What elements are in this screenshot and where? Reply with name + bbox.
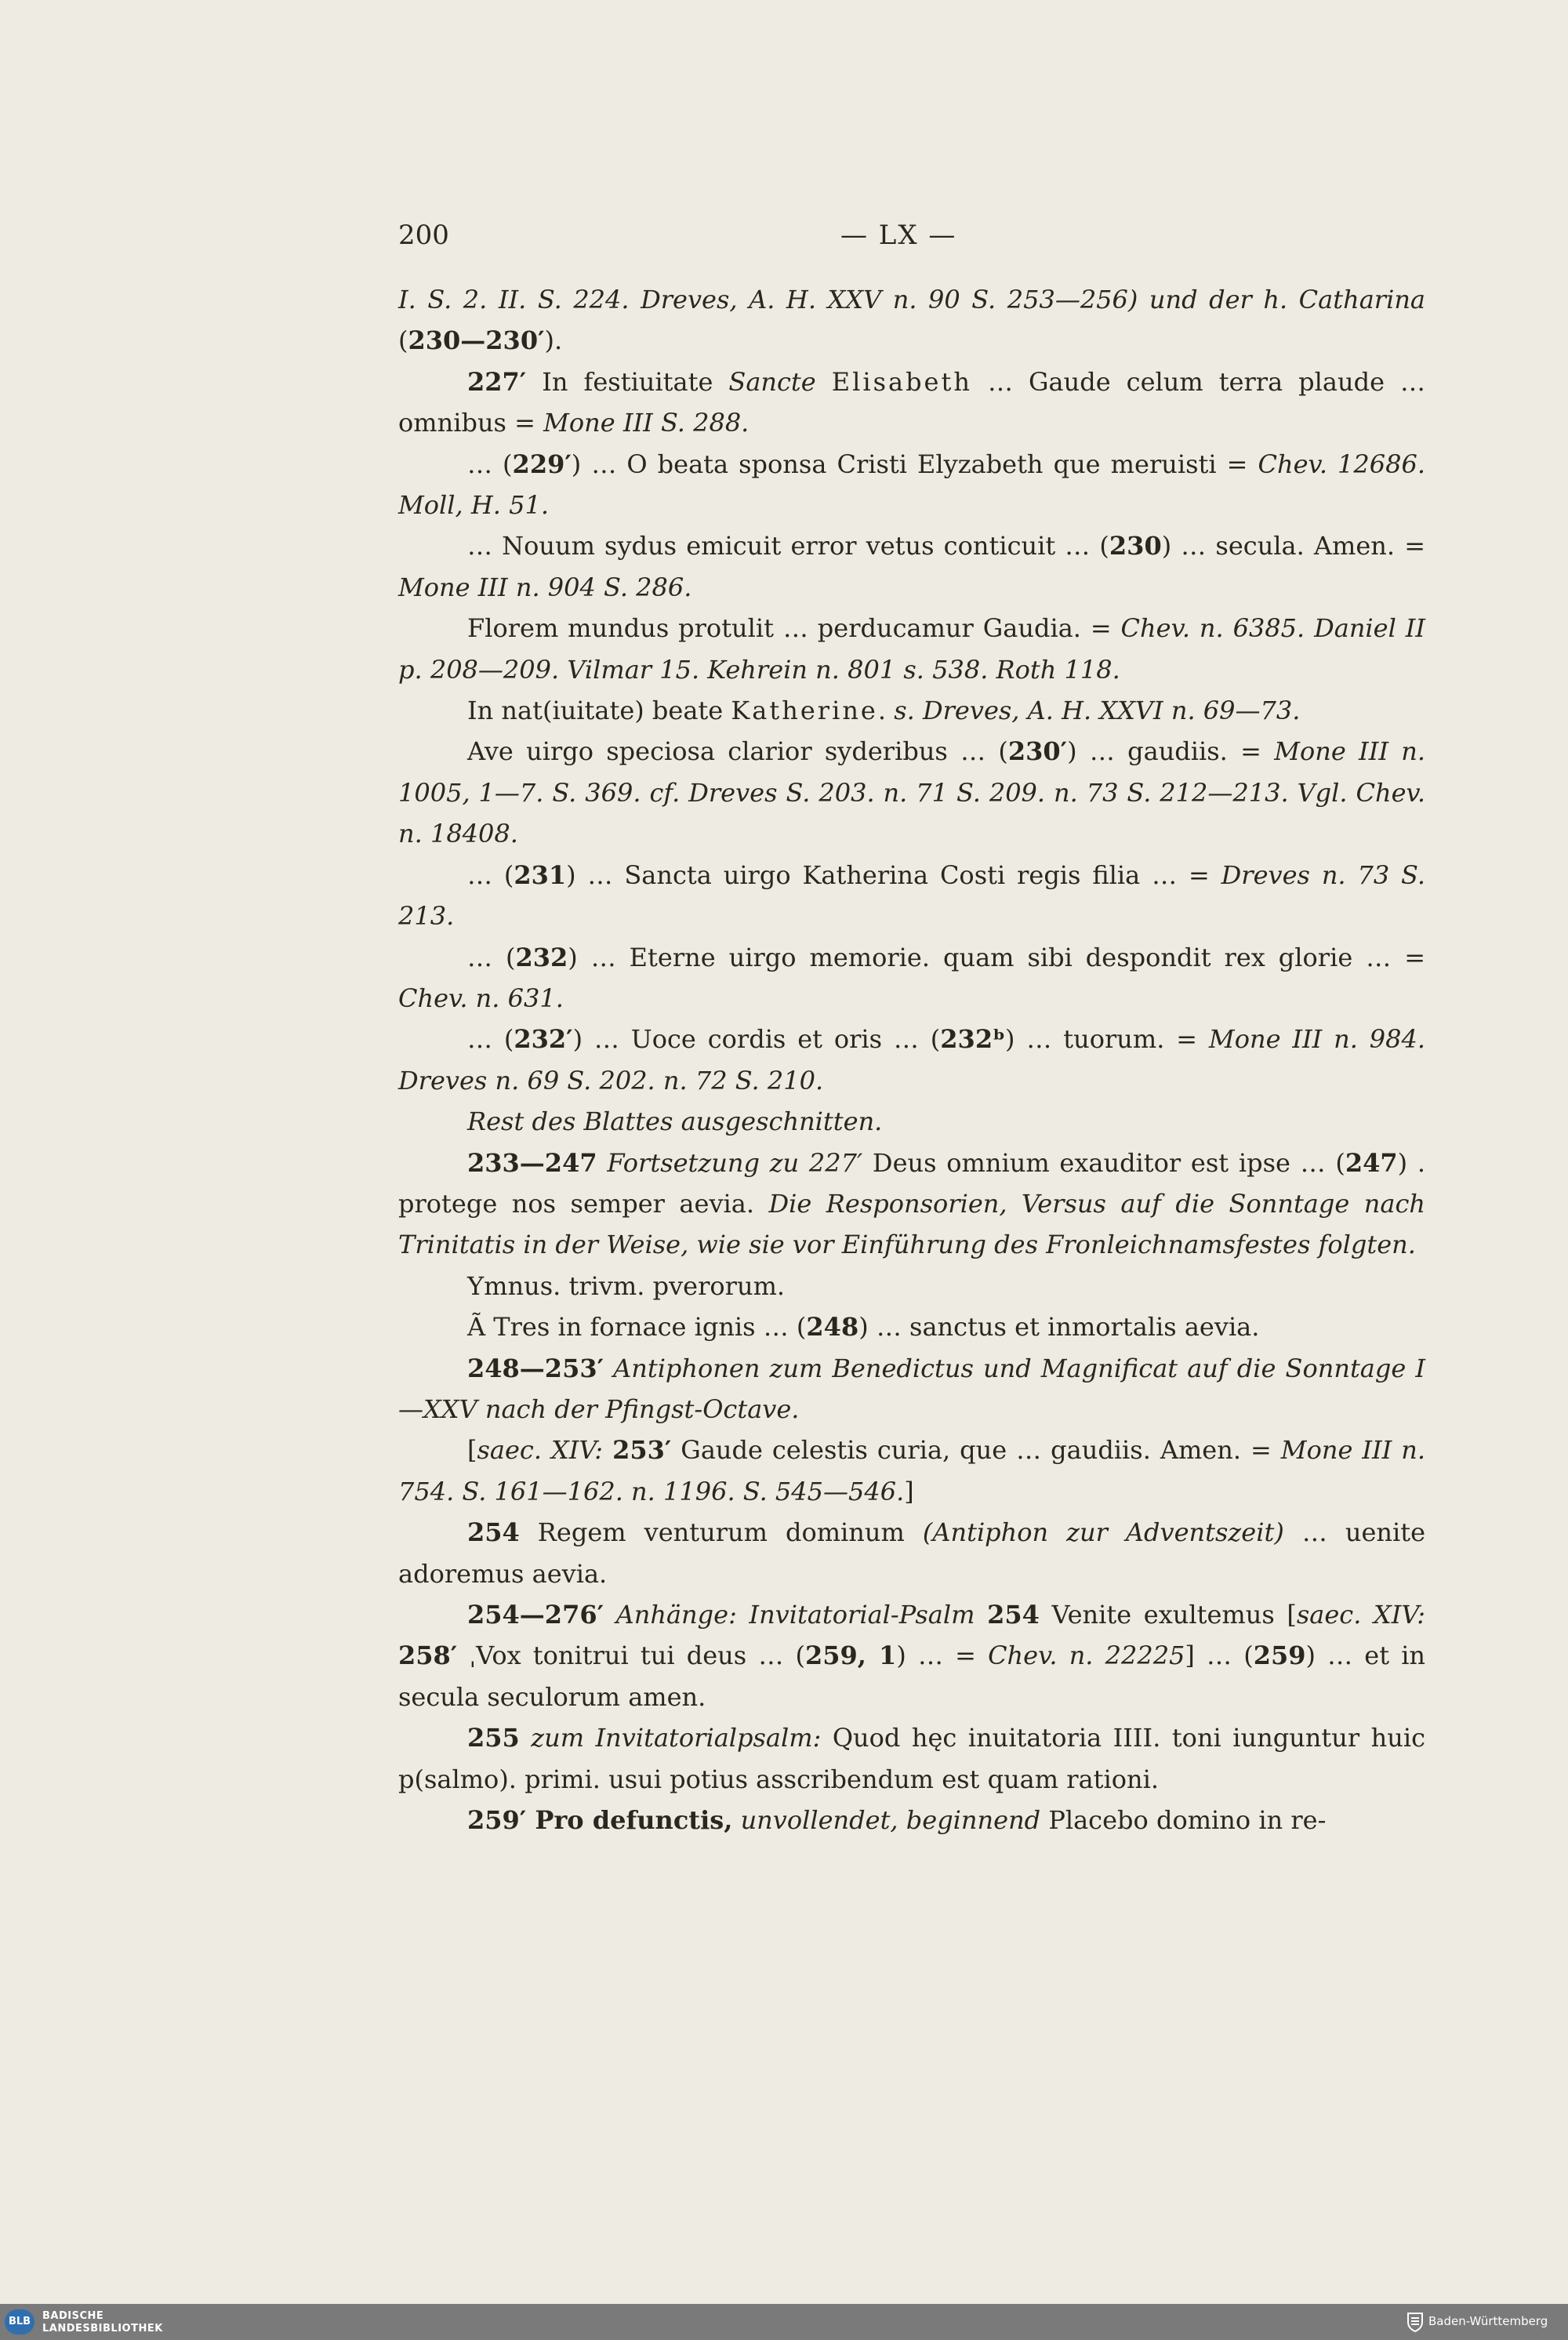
text-segment: Ymnus. trivm. pverorum. (467, 1270, 786, 1301)
text-segment: Katherine (731, 696, 878, 726)
text-segment: Florem mundus protulit … perducamur Gaudia. = (467, 613, 1121, 644)
text-segment: ). (544, 325, 563, 356)
text-segment: 253′ (612, 1435, 672, 1466)
paragraph (398, 731, 1425, 854)
text-segment: ) . protege nos semper aevia. (398, 1147, 1426, 1219)
text-segment: 231 (514, 859, 567, 890)
text-segment: Chev. n. 631. (398, 983, 564, 1013)
text-segment: ) … = (896, 1641, 989, 1671)
text-segment: . (877, 696, 895, 726)
text-segment: 254—276′ (467, 1600, 604, 1630)
text-segment: ) … et in secula seculorum amen. (398, 1641, 1426, 1712)
text-segment: Mone III n. 1005, 1—7. S. 369. cf. Dreves S. 203. n. 71 S. 209. n. 73 S. 212—213. Vgl. Chev. n. 18408. (398, 736, 1426, 849)
text-segment (597, 1148, 608, 1178)
text-segment: … uenite adoremus aevia. (398, 1517, 1426, 1589)
text-segment: … ( (467, 942, 516, 972)
running-head: — LX — (840, 220, 957, 251)
paragraph (398, 1512, 1425, 1594)
paragraph (398, 362, 1425, 444)
text-segment: 254 (467, 1517, 520, 1548)
page-number: 200 (398, 220, 449, 251)
paragraph (398, 279, 1425, 362)
text-segment: Antiphonen zum Benedictus und Magnificat auf die Sonntage I—XXV nach der Pfingst-Octave. (398, 1353, 1426, 1424)
paragraph (398, 1019, 1425, 1101)
text-segment: In festiuitate (526, 366, 729, 397)
text-segment: (Antiphon zur Adventszeit) (922, 1517, 1284, 1548)
text-segment: 232 (515, 942, 568, 972)
text-segment: Deus omnium exauditor est ipse … ( (862, 1147, 1345, 1178)
text-segment: 232ᵇ (940, 1024, 1006, 1055)
blb-logo[interactable]: BLB (5, 2309, 34, 2335)
paragraph (398, 1101, 1425, 1142)
text-segment: ] … ( (1185, 1641, 1254, 1671)
text-segment: 255 (467, 1723, 520, 1753)
baden-wuerttemberg-coat-of-arms-icon (1406, 2312, 1425, 2332)
paragraph (398, 1800, 1425, 1840)
text-segment: 229′ (512, 449, 572, 479)
text-segment: 258′ (398, 1641, 458, 1671)
text-segment: Mone III n. 984. Dreves n. 69 S. 202. n. 72 S. 210. (398, 1024, 1426, 1096)
paragraph (398, 1594, 1425, 1717)
text-segment: ) … gaudiis. = (1067, 736, 1275, 767)
text-segment: Ã Tres in fornace ignis … ( (467, 1312, 807, 1343)
text-segment: Elisabeth (831, 366, 972, 397)
text-segment: ˌVox tonitrui tui deus … ( (457, 1641, 805, 1671)
text-segment: Quod hęc inuitatoria IIII. toni iunguntur huic p(salmo). primi. usui potius asscribendum est quam rationi. (398, 1723, 1426, 1794)
text-segment: saec. XIV: (1296, 1600, 1426, 1630)
text-segment: ] (904, 1476, 914, 1506)
paragraph (398, 1717, 1425, 1800)
text-segment: s. Dreves, A. H. XXVI n. 69—73. (894, 696, 1301, 726)
text-segment: ) … Uoce cordis et oris … ( (572, 1024, 941, 1055)
text-segment: In nat(iuitate) beate (467, 696, 731, 726)
paragraph (398, 525, 1425, 608)
text-segment: ) … Eterne uirgo memorie. quam sibi despondit rex glorie … = (568, 942, 1426, 972)
text-segment: … ( (467, 859, 514, 890)
text-segment: 254 (987, 1600, 1040, 1630)
text-segment: Ave uirgo speciosa clarior syderibus … ( (467, 736, 1008, 767)
text-segment: Mone III S. 288. (543, 408, 750, 438)
text-segment: unvollendet, beginnend (740, 1805, 1041, 1836)
text-segment (732, 1805, 740, 1835)
paragraph (398, 1430, 1425, 1512)
text-segment: [ (467, 1435, 477, 1466)
text-segment: 230 (1109, 531, 1162, 561)
text-segment: 259 (1253, 1641, 1306, 1671)
paragraph (398, 1266, 1425, 1306)
paragraph (398, 444, 1425, 526)
text-segment: 227′ (467, 366, 527, 397)
text-segment: 233—247 (467, 1147, 597, 1178)
text-segment: Fortsetzung zu 227′ (607, 1147, 863, 1178)
text-segment: Chev. n. 22225 (988, 1641, 1185, 1671)
text-segment: I. S. 2. II. S. 224. Dreves, A. H. XXV n. 90 S. 253—256) und der h. Catharina (398, 285, 1425, 314)
text-segment (975, 1600, 987, 1630)
text-segment: Venite exultemus [ (1039, 1600, 1297, 1630)
text-segment: Chev. n. 6385. Daniel II p. 208—209. Vilmar 15. Kehrein n. 801 s. 538. Roth 118. (398, 613, 1425, 685)
text-segment: Placebo domino in re- (1040, 1805, 1327, 1836)
paragraph (398, 690, 1425, 731)
text-segment (604, 1353, 613, 1383)
text-segment: 230—230′ (408, 325, 545, 356)
text-segment: ) … Sancta uirgo Katherina Costi regis filia … = (566, 859, 1221, 890)
text-segment: 247 (1345, 1147, 1398, 1178)
text-segment: ) … tuorum. = (1005, 1024, 1209, 1055)
text-segment: Regem venturum dominum (519, 1517, 923, 1548)
paragraph (398, 855, 1425, 937)
text-segment (520, 1723, 531, 1753)
text-segment: 259, 1 (805, 1641, 897, 1671)
text-segment: Anhänge: Invitatorial-Psalm (615, 1600, 975, 1630)
text-segment: … ( (467, 449, 513, 479)
text-segment: Mone III n. 904 S. 286. (398, 572, 692, 602)
text-segment: … Gaude celum terra plaude … omnibus = (398, 366, 1426, 438)
text-segment: 248 (806, 1312, 859, 1343)
paragraph (398, 608, 1425, 690)
paragraph (398, 1143, 1425, 1266)
paragraph (398, 937, 1425, 1019)
text-segment: Dreves n. 73 S. 213. (398, 859, 1426, 932)
text-segment (604, 1600, 616, 1630)
page-header (398, 220, 1417, 259)
paragraph (398, 1348, 1425, 1430)
text-segment: … ( (467, 1024, 514, 1055)
text-segment: Gaude celestis curia, que … gaudiis. Amen. = (671, 1435, 1281, 1466)
state-label: Baden-Württemberg (1428, 2314, 1548, 2328)
text-segment: ) … sanctus et inmortalis aevia. (858, 1312, 1260, 1343)
text-segment (816, 367, 832, 397)
text-segment: ) … secula. Amen. = (1161, 531, 1426, 561)
text-segment: … Nouum sydus emicuit error vetus conticuit … ( (467, 531, 1109, 561)
text-body (398, 279, 1425, 1840)
library-name-line2: LANDESBIBLIOTHEK (42, 2323, 163, 2335)
text-segment: Rest des Blattes ausgeschnitten. (467, 1106, 883, 1137)
text-segment: zum Invitatorialpsalm: (531, 1723, 822, 1753)
text-segment: Die Responsorien, Versus auf die Sonntage nach Trinitatis in der Weise, wie sie vor Einführung des Fronleichnamsfestes folgten. (398, 1188, 1426, 1260)
text-segment: 232′ (514, 1024, 573, 1055)
text-segment: Sancte (728, 366, 816, 397)
text-segment: ( (398, 325, 408, 356)
text-segment: 230′ (1007, 736, 1068, 767)
paragraph (398, 1306, 1425, 1347)
text-segment: saec. XIV: (477, 1435, 604, 1466)
library-name-line1: BADISCHE (42, 2310, 104, 2322)
text-segment (603, 1435, 612, 1465)
text-segment: 259′ Pro defunctis, (467, 1805, 733, 1836)
text-segment: ) … O beata sponsa Cristi Elyzabeth que meruisti = (571, 449, 1258, 479)
text-segment: Mone III n. 754. S. 161—162. n. 1196. S. 545—546. (398, 1435, 1426, 1506)
text-segment: Chev. 12686. Moll, H. 51. (398, 449, 1426, 521)
text-segment: 248—253′ (467, 1353, 604, 1383)
viewer-footer-bar (0, 2304, 1568, 2340)
